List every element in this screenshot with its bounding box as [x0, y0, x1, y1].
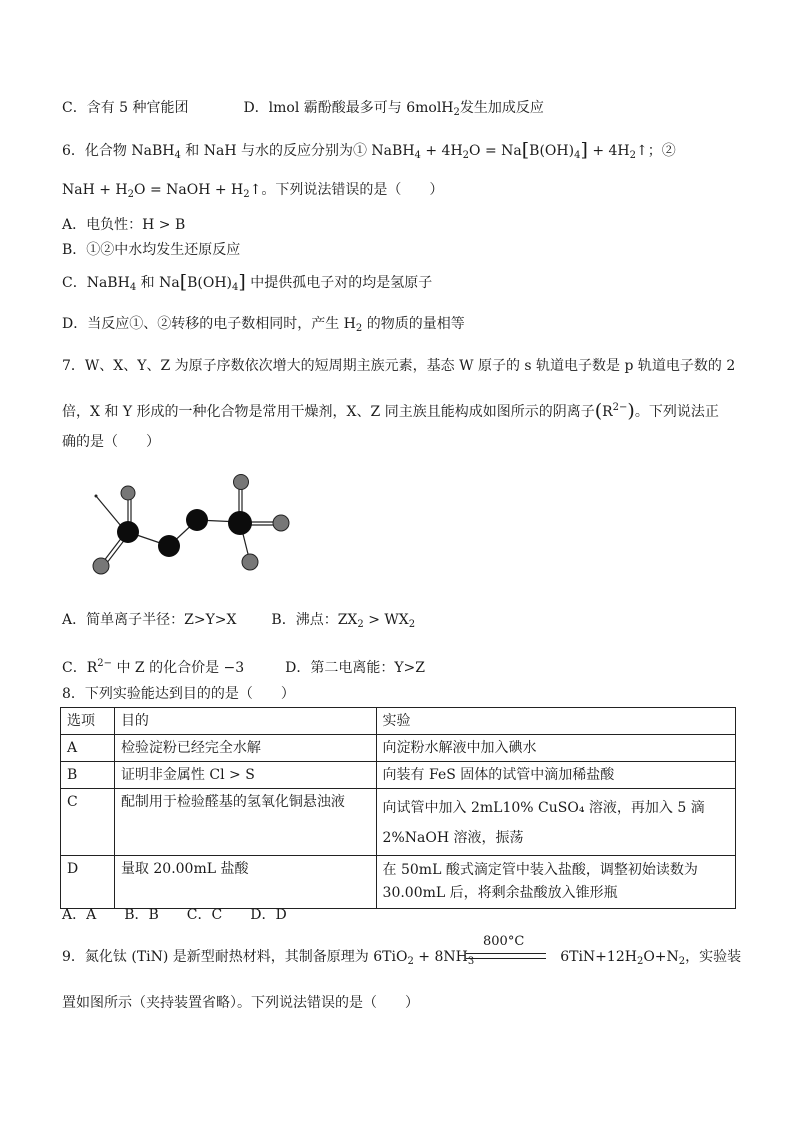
q7-options-cd: [62, 654, 425, 678]
q7-option-b: B．沸点：$ZX_2 > WX_2$: [271, 612, 416, 630]
q5-option-d: D．lmol 霸酚酸最多可与 6molH$_2$发生加成反应: [243, 100, 544, 118]
header-goal: 目的: [114, 708, 376, 735]
q6-stem: 6．化合物 NaBH$_4$ 和 NaH 与水的反应分别为① NaBH$_4$ + $4H_2O = Na[B(OH)_4]$ + $4H_2↑$；②: [62, 139, 676, 161]
q9-stem-line1: 9．氮化钛 (TiN) 是新型耐热材料，其制备原理为 $6TiO_2 + 8NH_3$ $6TiN+12H_2O+N_2$，实验装: [62, 949, 742, 967]
q7-stem-line3: 确的是（ ）: [62, 434, 160, 450]
q5-option-c: C．含有 5 种官能团: [62, 100, 189, 116]
anion-structure-figure: [84, 468, 300, 580]
q5-options: [62, 98, 544, 123]
table-row: A 检验淀粉已经完全水解 向淀粉水解液中加入碘水: [61, 735, 736, 762]
q6-option-d: D．当反应①、②转移的电子数相同时，产生 $H_2$ 的物质的量相等: [62, 316, 465, 334]
table-header-row: [61, 708, 736, 735]
header-experiment: 实验: [376, 708, 735, 735]
q7-stem-line2: 倍，X 和 Y 形成的一种化合物是常用干燥剂，X、Z 同主族且能构成如图所示的阴离子$(R^{2-})$。下列说法正: [62, 400, 719, 422]
q6-option-a: A．电负性：H > B: [62, 217, 186, 233]
table-row: D 量取 20.00mL 盐酸 在 50mL 酸式滴定管中装入盐酸，调整初始读数为 30.00mL 后，将剩余盐酸放入锥形瓶: [61, 856, 736, 909]
q7-options-ab: [62, 610, 415, 635]
q7-option-d: D．第二电离能：Y>Z: [285, 660, 426, 676]
header-option: 选项: [61, 708, 115, 735]
reaction-condition: 800°C: [483, 934, 525, 949]
q7-option-a: A．简单离子半径：Z>Y>X: [62, 612, 237, 628]
table-row: C 配制用于检验醛基的氢氧化铜悬浊液 向试管中加入 2mL10% CuSO₄ 溶液，再加入 5 滴 2%NaOH 溶液，振荡: [61, 789, 736, 856]
q8-stem: 8．下列实验能达到目的的是（ ）: [62, 686, 295, 702]
q7-stem-line1: 7．W、X、Y、Z 为原子序数依次增大的短周期主族元素，基态 W 原子的 s 轨道电子数是 p 轨道电子数的 2: [62, 358, 736, 374]
table-row: B 证明非金属性 Cl > S 向装有 FeS 固体的试管中滴加稀盐酸: [61, 762, 736, 789]
q6-option-b: B．①②中水均发生还原反应: [62, 242, 241, 258]
q7-option-c: C．$R^{2-}$ 中 Z 的化合价是 −3: [62, 658, 245, 676]
q8-table: [60, 707, 736, 909]
q8-choices: A．A B．B C．C D．D: [62, 907, 287, 923]
q6-equation-2: NaH + $H_2O$ = NaOH + $H_2↑$。下列说法错误的是（ ）: [62, 182, 444, 200]
q9-stem-line2: 置如图所示（夹持装置省略）。下列说法错误的是（ ）: [62, 995, 419, 1011]
q6-option-c: C．NaBH$_4$ 和 $Na[B(OH)_4]$ 中提供孤电子对的均是氢原子: [62, 271, 433, 293]
